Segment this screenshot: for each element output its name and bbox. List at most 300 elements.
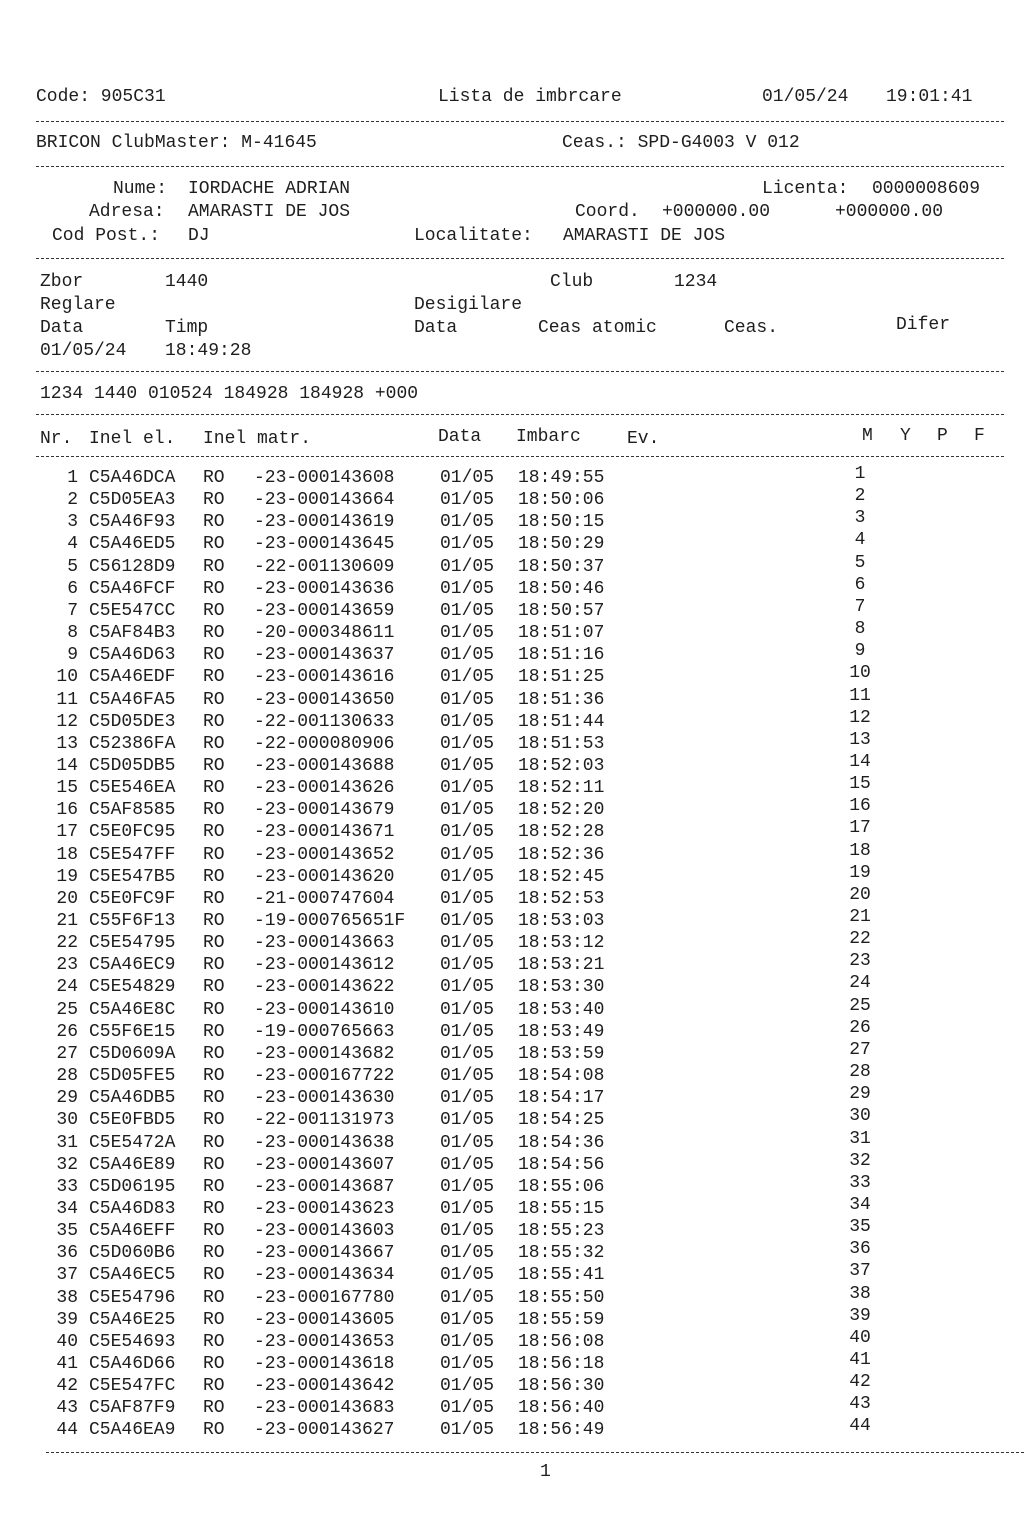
row-inel: C5D05DE3 (89, 711, 176, 732)
row-nr: 19 (56, 866, 78, 887)
row-date: 01/05 (440, 1376, 495, 1397)
row-date: 01/05 (440, 911, 495, 931)
row-matr: -23-000143626 (254, 778, 395, 799)
row-time: 18:49:55 (518, 468, 605, 488)
coord-lat: +000000.00 (662, 202, 771, 222)
row-country: RO (203, 1110, 225, 1131)
row-inel: C52386FA (89, 733, 176, 754)
row-country: RO (203, 556, 225, 577)
row-matr: -23-000143622 (254, 977, 395, 998)
row-nr: 44 (56, 1420, 78, 1441)
row-nr: 16 (56, 800, 78, 821)
row-rank: 2 (854, 486, 866, 507)
row-nr: 29 (56, 1088, 78, 1109)
row-nr: 26 (56, 1021, 78, 1042)
row-date: 01/05 (440, 1088, 495, 1109)
row-matr: -23-000143623 (254, 1198, 395, 1219)
row-date: 01/05 (440, 490, 495, 511)
row-inel: C5A46EC9 (89, 955, 176, 976)
row-country: RO (203, 955, 225, 976)
row-time: 18:54:08 (518, 1066, 605, 1087)
data-label: Data (40, 318, 84, 338)
row-date: 01/05 (440, 534, 495, 555)
row-matr: -23-000143650 (254, 689, 395, 710)
row-matr: -23-000143630 (254, 1088, 395, 1109)
row-matr: -23-000167722 (254, 1066, 395, 1087)
row-date: 01/05 (440, 977, 495, 998)
row-country: RO (203, 1265, 225, 1286)
reglare-date: 01/05/24 (40, 341, 127, 361)
row-matr: -22-001130633 (254, 711, 395, 732)
row-date: 01/05 (440, 578, 495, 599)
coord-label: Coord. (575, 202, 640, 222)
locality-label: Localitate: (414, 226, 533, 246)
row-matr: -23-000143679 (254, 800, 395, 821)
row-nr: 10 (56, 667, 78, 688)
row-rank: 1 (854, 464, 866, 484)
name-label: Nume: (113, 179, 168, 199)
row-time: 18:53:40 (518, 999, 605, 1020)
row-nr: 11 (56, 689, 78, 710)
row-nr: 18 (56, 844, 78, 865)
data2-label: Data (414, 318, 458, 338)
row-inel: C5E54795 (89, 933, 176, 954)
row-nr: 43 (56, 1398, 78, 1419)
row-date: 01/05 (440, 1198, 495, 1219)
clock-device: Ceas.: SPD-G4003 V 012 (562, 133, 800, 153)
row-time: 18:55:15 (518, 1198, 605, 1219)
row-time: 18:54:56 (518, 1154, 605, 1175)
row-time: 18:55:23 (518, 1221, 605, 1242)
row-country: RO (203, 933, 225, 954)
row-matr: -23-000143634 (254, 1265, 395, 1286)
row-matr: -23-000143610 (254, 999, 395, 1020)
row-time: 18:53:30 (518, 977, 605, 998)
row-date: 01/05 (440, 955, 495, 976)
row-matr: -19-000765663 (254, 1021, 395, 1042)
locality: AMARASTI DE JOS (563, 226, 726, 246)
divider (36, 121, 1004, 122)
row-country: RO (203, 733, 225, 754)
row-time: 18:53:12 (518, 933, 605, 954)
row-time: 18:50:46 (518, 578, 605, 599)
row-time: 18:50:29 (518, 534, 605, 555)
row-inel: C5E54693 (89, 1331, 176, 1352)
row-rank: 12 (849, 707, 871, 728)
col-nr: Nr. (40, 429, 73, 449)
row-country: RO (203, 822, 225, 843)
col-m: M (862, 426, 873, 446)
row-country: RO (203, 888, 225, 909)
row-country: RO (203, 977, 225, 998)
row-inel: C5A46EFF (89, 1221, 176, 1242)
row-nr: 8 (67, 623, 78, 644)
row-date: 01/05 (440, 778, 495, 799)
row-rank: 25 (849, 995, 871, 1016)
row-matr: -23-000143682 (254, 1043, 395, 1064)
row-date: 01/05 (440, 1132, 495, 1153)
row-matr: -23-000143637 (254, 645, 395, 666)
row-matr: -23-000143663 (254, 933, 395, 954)
col-inel-el: Inel el. (89, 429, 176, 449)
row-nr: 27 (56, 1043, 78, 1064)
row-country: RO (203, 1088, 225, 1109)
row-inel: C5A46DB5 (89, 1088, 176, 1109)
row-date: 01/05 (440, 468, 495, 488)
row-nr: 20 (56, 888, 78, 909)
row-date: 01/05 (440, 822, 495, 843)
row-inel: C5A46E25 (89, 1309, 176, 1330)
row-nr: 31 (56, 1132, 78, 1153)
timp-label: Timp (165, 318, 209, 338)
club-master: BRICON ClubMaster: M-41645 (36, 133, 317, 153)
row-rank: 19 (849, 862, 871, 883)
row-matr: -23-000143687 (254, 1176, 395, 1197)
row-inel: C5D05DB5 (89, 755, 176, 776)
row-date: 01/05 (440, 1221, 495, 1242)
row-nr: 13 (56, 733, 78, 754)
row-matr: -23-000167780 (254, 1287, 395, 1308)
row-inel: C5D05EA3 (89, 490, 176, 511)
row-date: 01/05 (440, 1354, 495, 1374)
row-country: RO (203, 645, 225, 666)
row-matr: -23-000143667 (254, 1243, 395, 1264)
row-date: 01/05 (440, 1265, 495, 1286)
row-time: 18:54:17 (518, 1088, 605, 1109)
owner-address: AMARASTI DE JOS (188, 202, 351, 222)
row-inel: C5E546EA (89, 778, 176, 799)
row-time: 18:56:30 (518, 1376, 605, 1397)
row-nr: 9 (67, 645, 78, 666)
row-rank: 40 (849, 1327, 871, 1348)
row-nr: 37 (56, 1265, 78, 1286)
row-rank: 17 (849, 818, 871, 839)
row-country: RO (203, 600, 225, 621)
row-date: 01/05 (440, 512, 495, 533)
row-matr: -21-000747604 (254, 888, 395, 909)
row-country: RO (203, 1198, 225, 1219)
row-country: RO (203, 999, 225, 1020)
row-country: RO (203, 1376, 225, 1397)
row-inel: C55F6E15 (89, 1021, 176, 1042)
row-inel: C5E547FC (89, 1376, 176, 1397)
row-country: RO (203, 667, 225, 688)
row-date: 01/05 (440, 999, 495, 1020)
row-nr: 38 (56, 1287, 78, 1308)
row-time: 18:52:28 (518, 822, 605, 843)
license-label: Licenta: (762, 179, 849, 199)
row-rank: 18 (849, 840, 871, 861)
row-time: 18:56:08 (518, 1331, 605, 1352)
col-ev: Ev. (627, 429, 660, 449)
row-date: 01/05 (440, 689, 495, 710)
row-time: 18:52:20 (518, 800, 605, 821)
row-nr: 28 (56, 1066, 78, 1087)
row-time: 18:52:03 (518, 755, 605, 776)
zbor-label: Zbor (40, 272, 84, 292)
ceas-atomic-label: Ceas atomic (538, 318, 657, 338)
row-nr: 33 (56, 1176, 78, 1197)
divider (36, 456, 1004, 457)
row-nr: 21 (56, 911, 78, 931)
row-country: RO (203, 800, 225, 821)
row-time: 18:52:53 (518, 888, 605, 909)
row-time: 18:50:15 (518, 512, 605, 533)
row-date: 01/05 (440, 600, 495, 621)
row-inel: C56128D9 (89, 556, 176, 577)
row-country: RO (203, 468, 225, 488)
row-rank: 15 (849, 774, 871, 795)
row-nr: 24 (56, 977, 78, 998)
row-inel: C5A46E89 (89, 1154, 176, 1175)
row-country: RO (203, 866, 225, 887)
row-inel: C5A46FCF (89, 578, 176, 599)
row-rank: 11 (849, 685, 871, 706)
row-nr: 2 (67, 490, 78, 511)
row-time: 18:50:37 (518, 556, 605, 577)
row-rank: 6 (854, 574, 866, 595)
row-rank: 34 (849, 1194, 871, 1215)
row-inel: C5A46ED5 (89, 534, 176, 555)
row-date: 01/05 (440, 1043, 495, 1064)
row-inel: C5A46D66 (89, 1354, 176, 1374)
row-time: 18:53:21 (518, 955, 605, 976)
row-inel: C5E547B5 (89, 866, 176, 887)
row-matr: -23-000143620 (254, 866, 395, 887)
row-nr: 42 (56, 1376, 78, 1397)
row-rank: 36 (849, 1239, 871, 1260)
row-inel: C5A46EDF (89, 667, 176, 688)
row-time: 18:56:18 (518, 1354, 605, 1374)
row-rank: 35 (849, 1217, 871, 1238)
row-inel: C5A46D83 (89, 1198, 176, 1219)
row-time: 18:50:57 (518, 600, 605, 621)
row-matr: -19-000765651F (254, 911, 406, 931)
reglare-label: Reglare (40, 295, 116, 315)
row-nr: 39 (56, 1309, 78, 1330)
row-rank: 38 (849, 1283, 871, 1304)
row-rank: 4 (854, 530, 866, 551)
row-country: RO (203, 1176, 225, 1197)
row-rank: 10 (849, 663, 871, 684)
row-matr: -20-000348611 (254, 623, 395, 644)
row-rank: 9 (854, 641, 866, 662)
row-rank: 27 (849, 1039, 871, 1060)
row-matr: -23-000143642 (254, 1376, 395, 1397)
row-inel: C5AF87F9 (89, 1398, 176, 1419)
postal-label: Cod Post.: (52, 226, 161, 246)
row-country: RO (203, 1243, 225, 1264)
row-time: 18:51:36 (518, 689, 605, 710)
row-date: 01/05 (440, 711, 495, 732)
row-inel: C5A46D63 (89, 645, 176, 666)
row-matr: -22-001130609 (254, 556, 395, 577)
row-time: 18:53:49 (518, 1021, 605, 1042)
row-time: 18:51:07 (518, 623, 605, 644)
owner-name: IORDACHE ADRIAN (188, 179, 351, 199)
row-time: 18:53:59 (518, 1043, 605, 1064)
report-title: Lista de imbrcare (438, 87, 622, 107)
page-number: 1 (540, 1462, 551, 1482)
row-nr: 30 (56, 1110, 78, 1131)
row-date: 01/05 (440, 733, 495, 754)
row-inel: C5E547FF (89, 844, 176, 865)
row-rank: 26 (849, 1017, 871, 1038)
row-time: 18:56:40 (518, 1398, 605, 1419)
row-country: RO (203, 1354, 225, 1374)
row-rank: 33 (849, 1172, 871, 1193)
coord-lon: +000000.00 (835, 202, 944, 222)
row-country: RO (203, 1331, 225, 1352)
address-label: Adresa: (89, 202, 165, 222)
divider (36, 166, 1004, 167)
row-country: RO (203, 1287, 225, 1308)
row-matr: -23-000143618 (254, 1354, 395, 1374)
row-nr: 14 (56, 755, 78, 776)
difer-label: Difer (896, 315, 951, 335)
row-inel: C5D05FE5 (89, 1066, 176, 1087)
row-country: RO (203, 1309, 225, 1330)
row-date: 01/05 (440, 1176, 495, 1197)
row-nr: 36 (56, 1243, 78, 1264)
row-date: 01/05 (440, 556, 495, 577)
row-matr: -23-000143607 (254, 1154, 395, 1175)
row-time: 18:51:44 (518, 711, 605, 732)
row-inel: C5D060B6 (89, 1243, 176, 1264)
table-row (0, 1416, 1024, 1441)
row-rank: 31 (849, 1128, 871, 1149)
row-rank: 44 (849, 1416, 871, 1437)
row-time: 18:55:50 (518, 1287, 605, 1308)
row-matr: -23-000143612 (254, 955, 395, 976)
row-country: RO (203, 1154, 225, 1175)
row-rank: 23 (849, 951, 871, 972)
row-inel: C5AF84B3 (89, 623, 176, 644)
row-nr: 6 (67, 578, 78, 599)
row-date: 01/05 (440, 844, 495, 865)
row-matr: -23-000143652 (254, 844, 395, 865)
row-country: RO (203, 534, 225, 555)
row-time: 18:50:06 (518, 490, 605, 511)
row-nr: 15 (56, 778, 78, 799)
row-rank: 30 (849, 1106, 871, 1127)
row-date: 01/05 (440, 667, 495, 688)
row-country: RO (203, 1221, 225, 1242)
row-matr: -23-000143653 (254, 1331, 395, 1352)
row-time: 18:54:25 (518, 1110, 605, 1131)
row-nr: 41 (56, 1354, 78, 1374)
row-inel: C5D0609A (89, 1043, 176, 1064)
reglare-time: 18:49:28 (165, 341, 252, 361)
row-country: RO (203, 711, 225, 732)
row-matr: -23-000143664 (254, 490, 395, 511)
flight-code-line: 1234 1440 010524 184928 184928 +000 (40, 384, 419, 404)
row-time: 18:55:06 (518, 1176, 605, 1197)
row-inel: C5E0FBD5 (89, 1110, 176, 1131)
row-nr: 12 (56, 711, 78, 732)
report-date: 01/05/24 (762, 87, 849, 107)
row-country: RO (203, 1398, 225, 1419)
row-matr: -23-000143638 (254, 1132, 395, 1153)
row-nr: 7 (67, 600, 78, 621)
row-matr: -23-000143636 (254, 578, 395, 599)
row-country: RO (203, 1066, 225, 1087)
row-date: 01/05 (440, 1331, 495, 1352)
row-country: RO (203, 911, 225, 931)
col-p: P (937, 426, 948, 446)
divider (46, 1452, 1024, 1453)
row-nr: 23 (56, 955, 78, 976)
col-f: F (974, 426, 985, 446)
row-time: 18:54:36 (518, 1132, 605, 1153)
row-nr: 4 (67, 534, 78, 555)
row-rank: 39 (849, 1305, 871, 1326)
row-time: 18:51:25 (518, 667, 605, 688)
row-inel: C5A46EC5 (89, 1265, 176, 1286)
row-matr: -23-000143605 (254, 1309, 395, 1330)
divider (36, 414, 1004, 415)
row-matr: -23-000143671 (254, 822, 395, 843)
row-nr: 22 (56, 933, 78, 954)
row-inel: C5E0FC9F (89, 888, 176, 909)
row-rank: 16 (849, 796, 871, 817)
row-nr: 17 (56, 822, 78, 843)
row-date: 01/05 (440, 1420, 495, 1441)
row-date: 01/05 (440, 800, 495, 821)
row-rank: 8 (854, 619, 866, 640)
row-date: 01/05 (440, 888, 495, 909)
row-nr: 5 (67, 556, 78, 577)
row-rank: 20 (849, 884, 871, 905)
row-inel: C5E0FC95 (89, 822, 176, 843)
row-time: 18:56:49 (518, 1420, 605, 1441)
row-rank: 22 (849, 929, 871, 950)
row-nr: 25 (56, 999, 78, 1020)
row-rank: 32 (849, 1150, 871, 1171)
row-inel: C5A46E8C (89, 999, 176, 1020)
row-country: RO (203, 1043, 225, 1064)
col-imbarc: Imbarc (516, 427, 581, 447)
row-inel: C5E54829 (89, 977, 176, 998)
row-rank: 7 (854, 596, 866, 617)
row-country: RO (203, 490, 225, 511)
row-nr: 35 (56, 1221, 78, 1242)
row-inel: C5A46F93 (89, 512, 176, 533)
desigilare-label: Desigilare (414, 295, 523, 315)
row-nr: 1 (67, 468, 78, 488)
report-code: Code: 905C31 (36, 87, 166, 107)
row-time: 18:55:59 (518, 1309, 605, 1330)
row-rank: 29 (849, 1084, 871, 1105)
row-time: 18:55:32 (518, 1243, 605, 1264)
ceas-label: Ceas. (724, 318, 779, 338)
row-date: 01/05 (440, 1309, 495, 1330)
row-date: 01/05 (440, 933, 495, 954)
row-date: 01/05 (440, 623, 495, 644)
row-country: RO (203, 755, 225, 776)
row-matr: -23-000143645 (254, 534, 395, 555)
row-inel: C5E547CC (89, 600, 176, 621)
row-time: 18:53:03 (518, 911, 605, 931)
club-value: 1234 (674, 272, 718, 292)
zbor-value: 1440 (165, 272, 209, 292)
row-matr: -23-000143659 (254, 600, 395, 621)
row-time: 18:52:45 (518, 866, 605, 887)
row-date: 01/05 (440, 1021, 495, 1042)
row-country: RO (203, 778, 225, 799)
row-rank: 37 (849, 1261, 871, 1282)
row-matr: -22-001131973 (254, 1110, 395, 1131)
